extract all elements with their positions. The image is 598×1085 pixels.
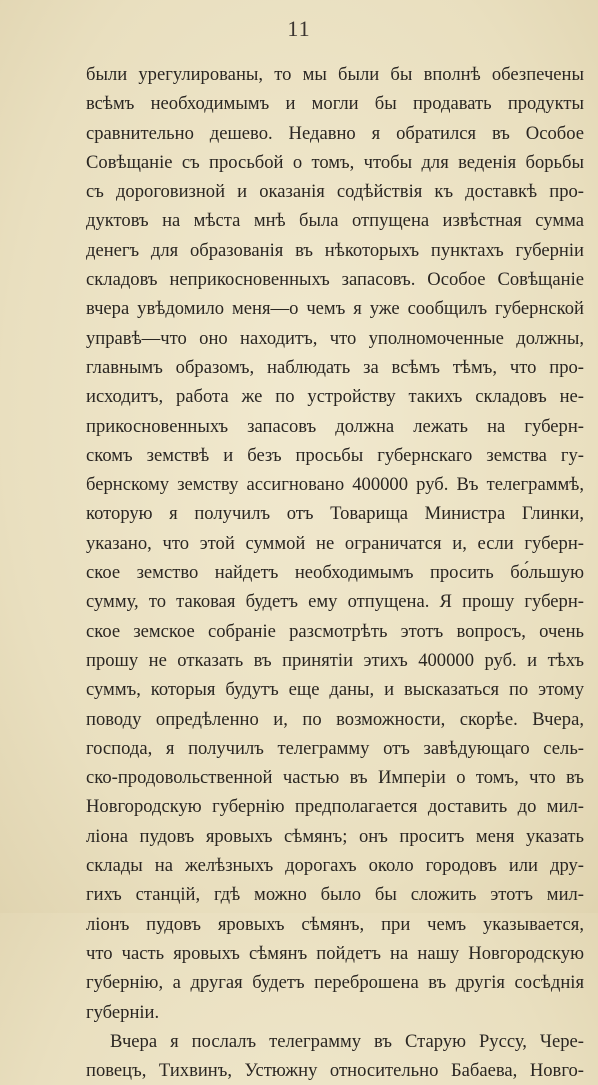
text-line: денегъ для образованія въ нѣкоторыхъ пунктахъ губерніи xyxy=(86,239,584,261)
text-line: прошу не отказать въ принятіи этихъ 400000 руб. и тѣхъ xyxy=(86,649,584,671)
text-line: всѣмъ необходимымъ и могли бы продавать продукты xyxy=(86,93,584,115)
text-line: скомъ земствѣ и безъ просьбы губернскаго земства гу- xyxy=(86,444,584,466)
text-line: которую я получилъ отъ Товарища Министра Глинки, xyxy=(86,503,584,525)
text-line: что часть яровыхъ сѣмянъ пойдетъ на нашу Новгородскую xyxy=(86,942,584,964)
text-line: повецъ, Тихвинъ, Устюжну относительно Бабаева, Новго- xyxy=(86,1060,584,1082)
text-line: бернскому земству ассигновано 400000 руб. Въ телеграммѣ, xyxy=(86,474,584,496)
text-line: вчера увѣдомило меня—о чемъ я уже сообщилъ губернской xyxy=(86,298,584,320)
text-line: сравнительно дешево. Недавно я обратился въ Особое xyxy=(86,122,584,144)
text-line: съ дороговизной и оказанія содѣйствія къ доставкѣ про- xyxy=(86,181,584,203)
body-text xyxy=(86,60,584,1085)
text-line: суммъ, которыя будутъ еще даны, и высказаться по этому xyxy=(86,679,584,701)
text-line: ліона пудовъ яровыхъ сѣмянъ; онъ проситъ меня указать xyxy=(86,825,584,847)
text-line: господа, я получилъ телеграмму отъ завѣдующаго сель- xyxy=(86,737,584,759)
text-line: ское земское собраніе разсмотрѣть этотъ вопросъ, очень xyxy=(86,620,584,642)
text-line: прикосновенныхъ запасовъ должна лежать на губерн- xyxy=(86,415,584,437)
text-line: губернію, а другая будетъ переброшена въ другія сосѣднія xyxy=(86,972,584,994)
text-line: исходитъ, работа же по устройству такихъ складовъ не- xyxy=(86,386,584,408)
text-line: ліонъ пудовъ яровыхъ сѣмянъ, при чемъ указывается, xyxy=(86,913,584,935)
text-line: указано, что этой суммой не ограничатся и, если губерн- xyxy=(86,532,584,554)
text-line: складовъ неприкосновенныхъ запасовъ. Особое Совѣщаніе xyxy=(86,269,584,291)
text-line: были урегулированы, то мы были бы вполнѣ обезпечены xyxy=(86,64,584,85)
text-line: управѣ—что оно находитъ, что уполномоченные должны, xyxy=(86,327,584,349)
text-line: гихъ станцій, гдѣ можно было бы сложить этотъ мил- xyxy=(86,884,584,906)
page-number: 11 xyxy=(287,16,311,41)
paragraph-2 xyxy=(86,1027,584,1085)
text-line: Новгородскую губернію предполагается доставить до мил- xyxy=(86,796,584,818)
text-line: сумму, то таковая будетъ ему отпущена. Я прошу губерн- xyxy=(86,591,584,613)
text-line: ско-продовольственной частью въ Имперіи о томъ, что въ xyxy=(86,767,584,789)
text-line: поводу опредѣленно и, по возможности, скорѣе. Вчера, xyxy=(86,708,584,730)
paragraph-1 xyxy=(86,60,584,1027)
text-line: Совѣщаніе съ просьбой о томъ, чтобы для веденія борьбы xyxy=(86,151,584,173)
text-line: губерніи. xyxy=(86,1001,160,1023)
text-line: Вчера я послалъ телеграмму въ Старую Руссу, Чере- xyxy=(110,1030,584,1052)
text-line: главнымъ образомъ, наблюдать за всѣмъ тѣмъ, что про- xyxy=(86,356,584,378)
text-line: дуктовъ на мѣста мнѣ была отпущена извѣстная сумма xyxy=(86,210,584,232)
text-line: ское земство найдетъ необходимымъ просить бо́льшую xyxy=(86,562,584,584)
text-line: склады на желѣзныхъ дорогахъ около городовъ или дру- xyxy=(86,855,584,877)
